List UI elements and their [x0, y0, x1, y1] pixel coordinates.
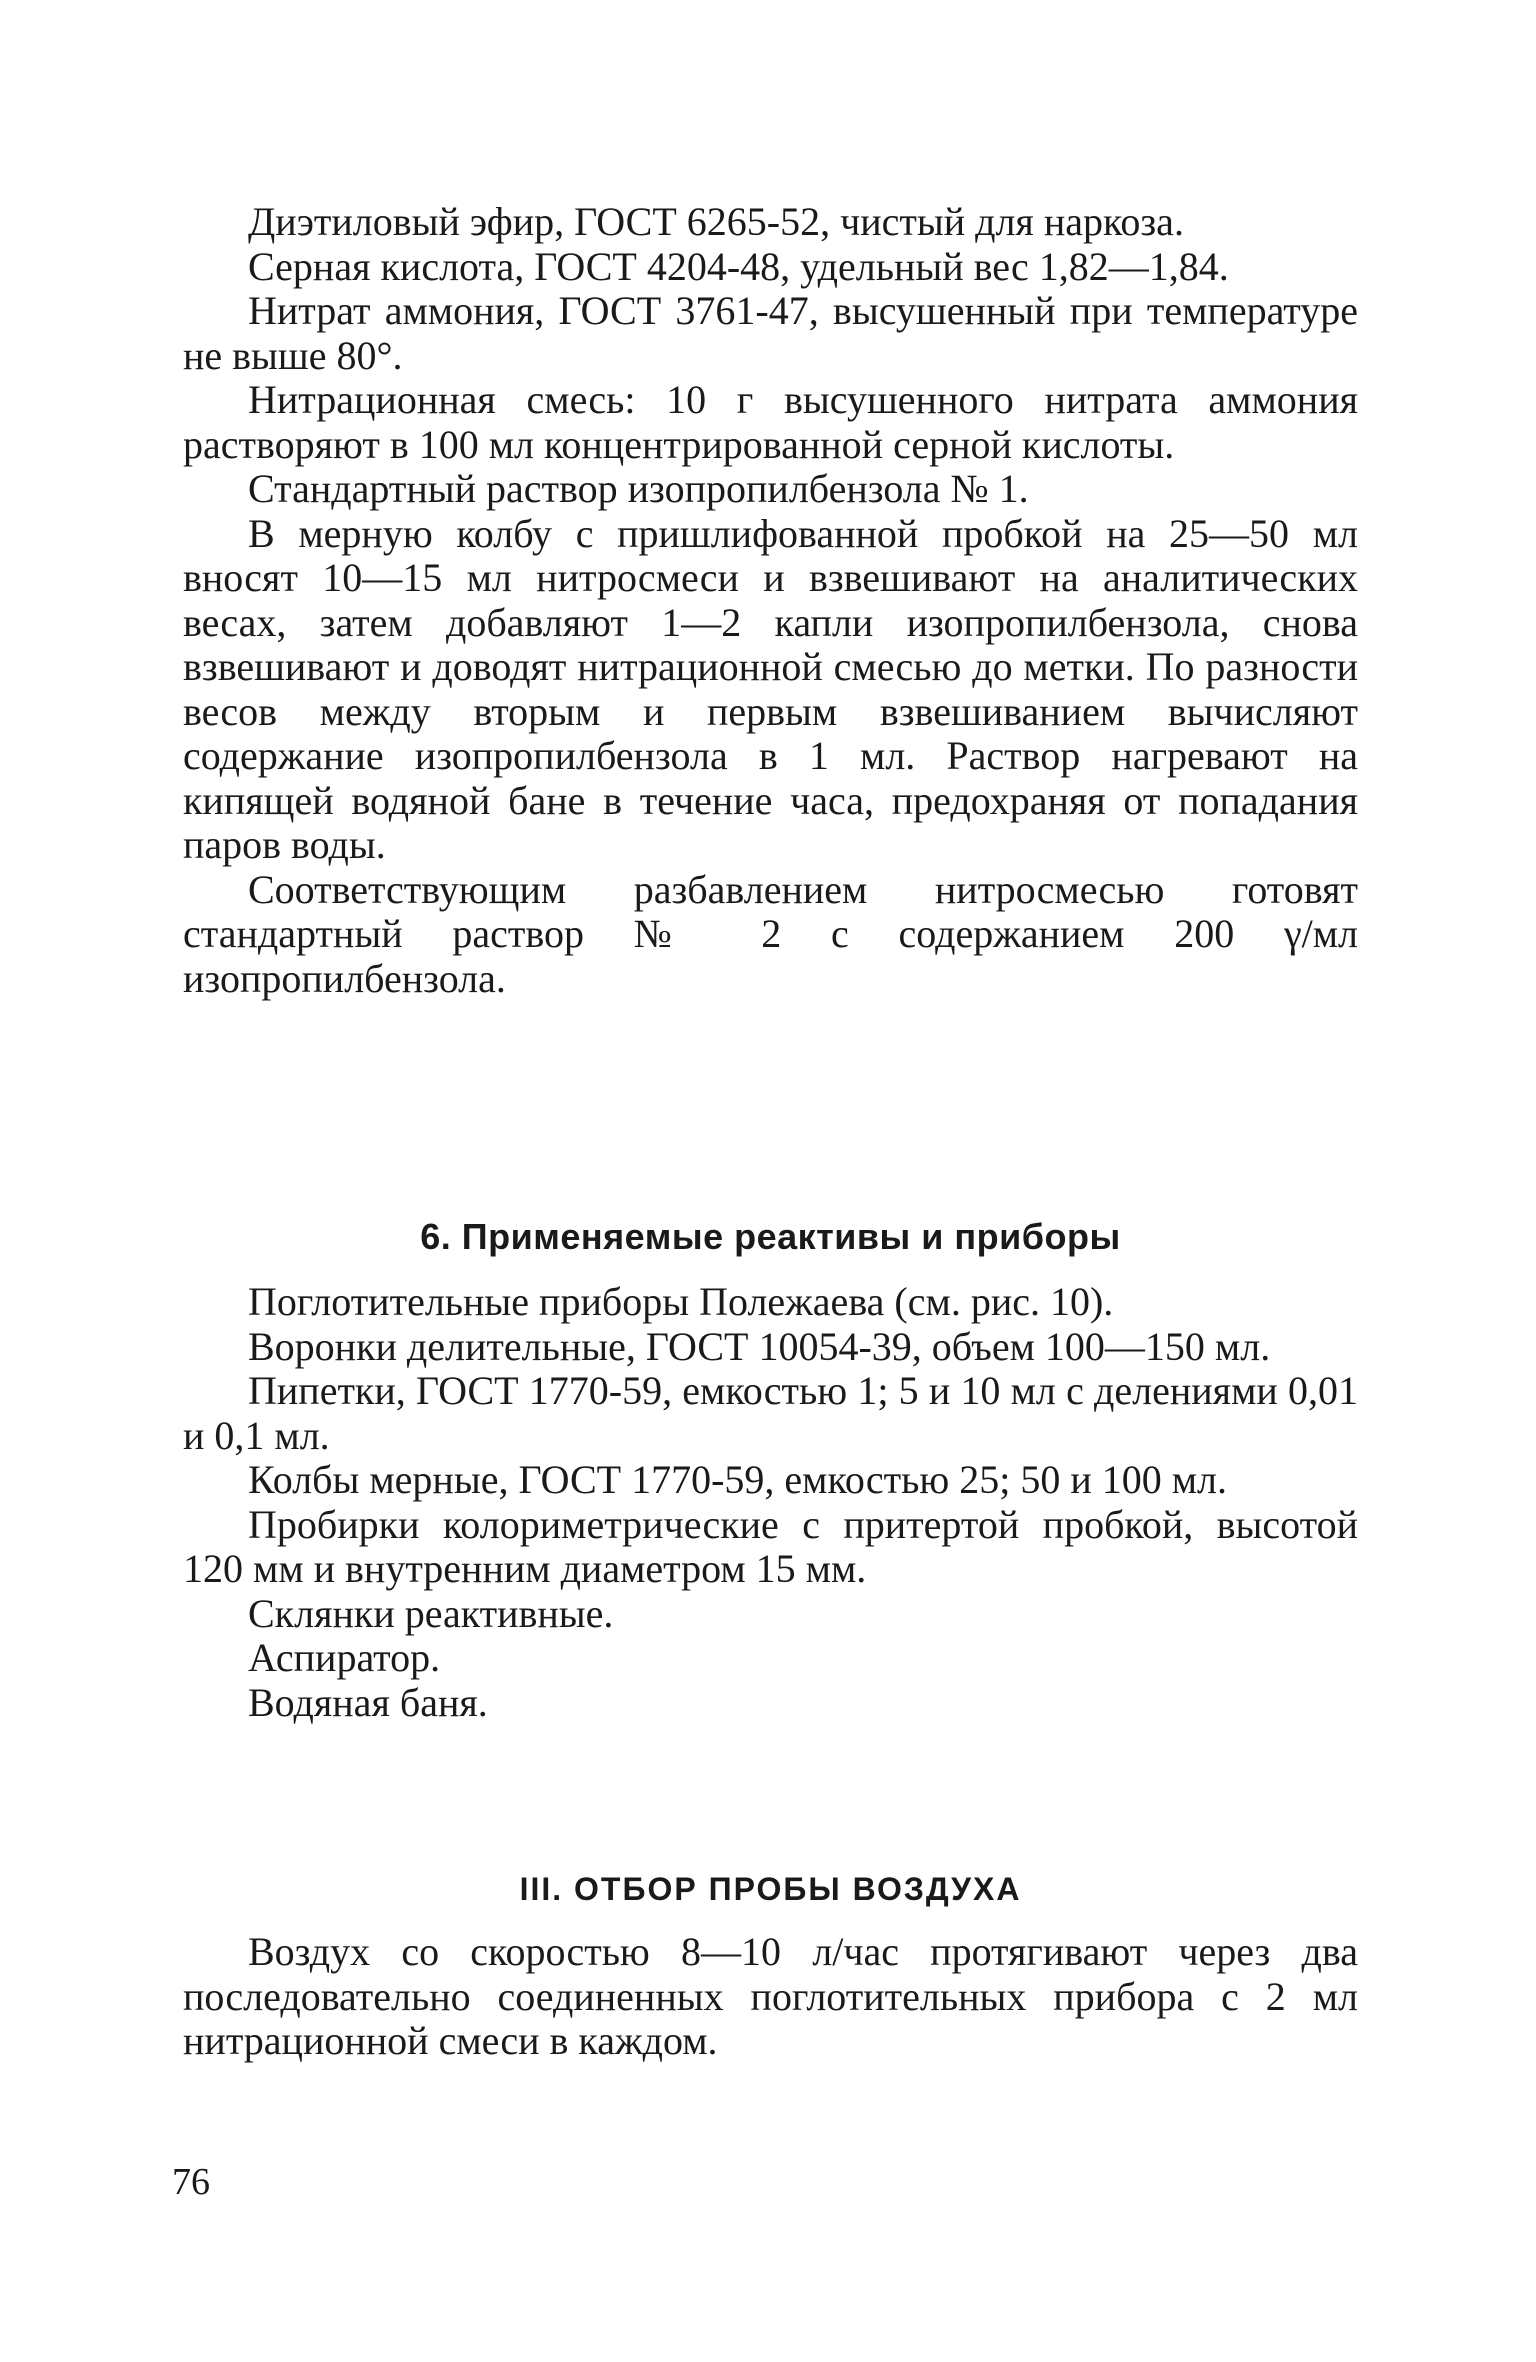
paragraph-reagent-bottles: Склянки реактивные.: [248, 1590, 614, 1636]
paragraph-standard-solution-2: Соответствующим разбавлением нитросмесью готовят стандартный раствор № 2 с содержанием 200 γ/мл изопропилбензола.: [183, 866, 1358, 1001]
paragraph-sulfuric-acid: Серная кислота, ГОСТ 4204-48, удельный вес 1,82—1,84.: [248, 243, 1229, 289]
paragraph-nitration-mixture: Нитрационная смесь: 10 г высушенного нитрата аммония растворяют в 100 мл концентрированной серной кислоты.: [183, 377, 1358, 467]
reagents-text-block: [183, 200, 1358, 1001]
paragraph-aspirator: Аспиратор.: [248, 1635, 441, 1680]
section-heading-air-sampling: III. ОТБОР ПРОБЫ ВОЗДУХА: [519, 1871, 1022, 1907]
paragraph-diethyl-ether: Диэтиловый эфир, ГОСТ 6265-52, чистый для наркоза.: [248, 199, 1184, 244]
paragraph-volumetric-flask-procedure: В мерную колбу с пришлифованной пробкой на 25—50 мл вносят 10—15 мл нитросмеси и взвешивают на аналитических весах, затем добавляют 1—2 капли изопропилбензола, снова взвешивают и доводят нитрационной смесью до метки. По разности весов между вторым и первым взвешиванием вычисляют содержание изопропилбензола в 1 мл. Раствор нагревают на кипящей водяной бане в течение часа, предохраняя от попадания паров воды.: [183, 510, 1358, 867]
instruments-text-block: [183, 1280, 1358, 1725]
section-heading-reagents-instruments: 6. Применяемые реактивы и приборы: [420, 1216, 1121, 1257]
paragraph-colorimetric-tubes: Пробирки колориметрические с притертой пробкой, высотой 120 мм и внутренним диаметром 15 мм.: [183, 1501, 1358, 1591]
paragraph-measuring-flasks: Колбы мерные, ГОСТ 1770-59, емкостью 25; 50 и 100 мл.: [248, 1457, 1228, 1502]
paragraph-separatory-funnels: Воронки делительные, ГОСТ 10054-39, объем 100—150 мл.: [248, 1323, 1271, 1369]
paragraph-absorption-devices: Поглотительные приборы Полежаева (см. рис. 10).: [248, 1279, 1114, 1324]
paragraph-water-bath: Водяная баня.: [248, 1679, 488, 1725]
page-number: 76: [172, 2161, 210, 2203]
air-sampling-text-block: [183, 1930, 1358, 2064]
paragraph-pipettes: Пипетки, ГОСТ 1770-59, емкостью 1; 5 и 10 мл с делениями 0,01 и 0,1 мл.: [183, 1368, 1358, 1458]
paragraph-air-sampling-procedure: Воздух со скоростью 8—10 л/час протягивают через два последовательно соединенных поглотительных прибора с 2 мл нитрационной смеси в каждом.: [183, 1929, 1358, 2063]
paragraph-standard-solution-1: Стандартный раствор изопропилбензола № 1.: [248, 466, 1029, 511]
paragraph-ammonium-nitrate: Нитрат аммония, ГОСТ 3761-47, высушенный при температуре не выше 80°.: [183, 288, 1358, 378]
